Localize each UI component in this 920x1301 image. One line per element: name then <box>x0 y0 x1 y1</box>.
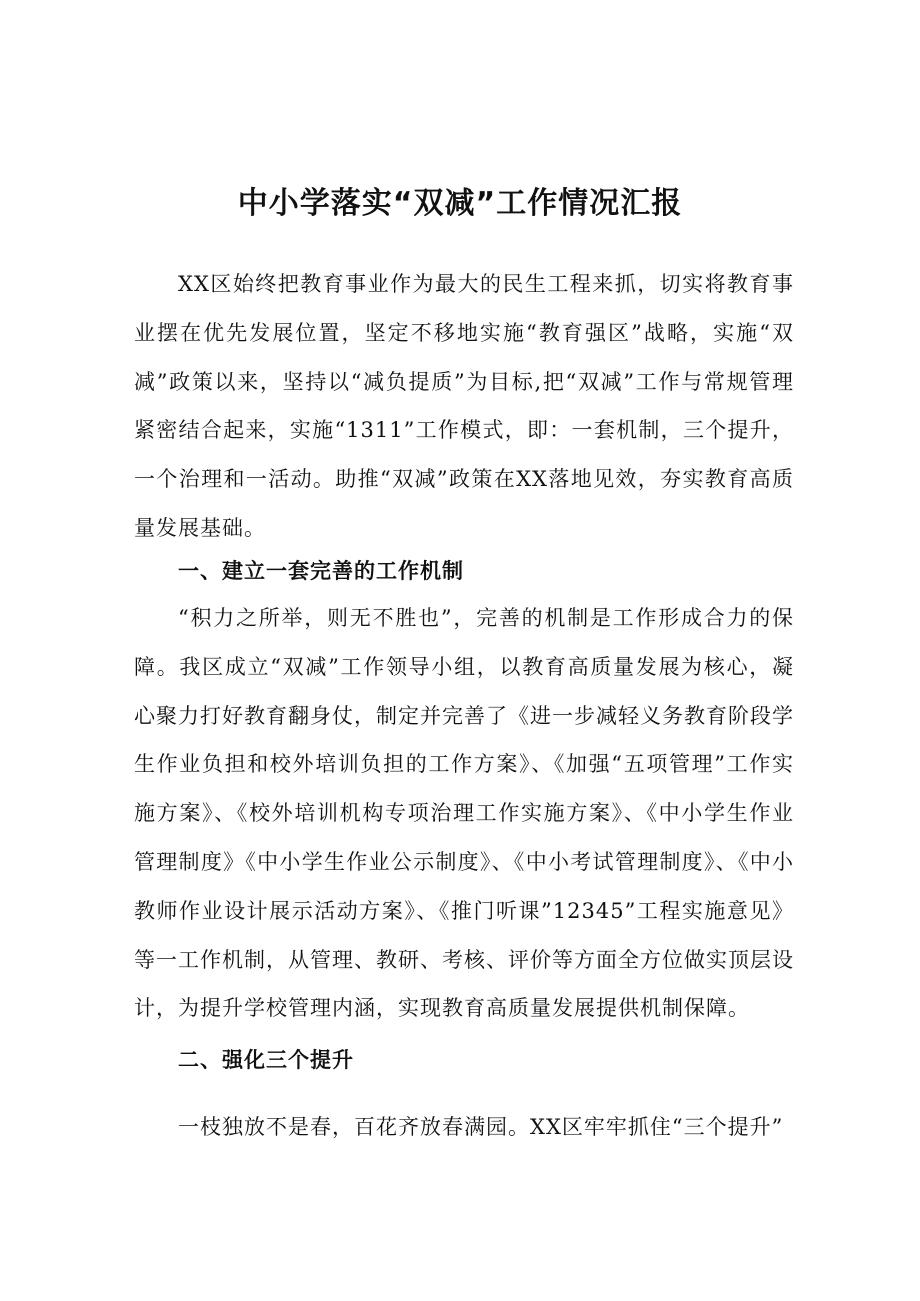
section-heading-improvements: 二、强化三个提升 <box>178 1048 354 1072</box>
document-title: 中小学落实“双减”工作情况汇报 <box>237 186 683 222</box>
section-heading-mechanism: 一、建立一套完善的工作机制 <box>178 559 464 583</box>
improvements-paragraph: 一枝独放不是春，百花齐放春满园。XX区牢牢抓住“三个提升” <box>178 1115 784 1139</box>
mechanism-paragraph: “积力之所举，则无不胜也”，完善的机制是工作形成合力的保障。我区成立“双减”工作领导小组，以教育高质量发展为核心，凝心聚力打好教育翻身仗，制定并完善了《进一步减轻义务教育阶段学生作业负担和校外培训负担的工作方案》、《加强“五项管理”工作实施方案》、《校外培训机构专项治理工作实施方案》、《中小学生作业管理制度》《中小学生作业公示制度》、《中小考试管理制度》、《中小教师作业设计展示活动方案》、《推门听课”12345”工程实施意见》等一工作机制，从管理、教研、考核、评价等方面全方位做实顶层设计，为提升学校管理内涵，实现教育高质量发展提供机制保障。 <box>134 606 794 1021</box>
intro-paragraph: XX区始终把教育事业作为最大的民生工程来抓，切实将教育事业摆在优先发展位置，坚定不移地实施“教育强区”战略，实施“双减”政策以来，坚持以“减负提质”为目标,把“双减”工作与常规管理紧密结合起来，实施“1311”工作模式，即：一套机制，三个提升，一个治理和一活动。助推“双减”政策在XX落地见效，夯实教育高质量发展基础。 <box>134 272 794 540</box>
